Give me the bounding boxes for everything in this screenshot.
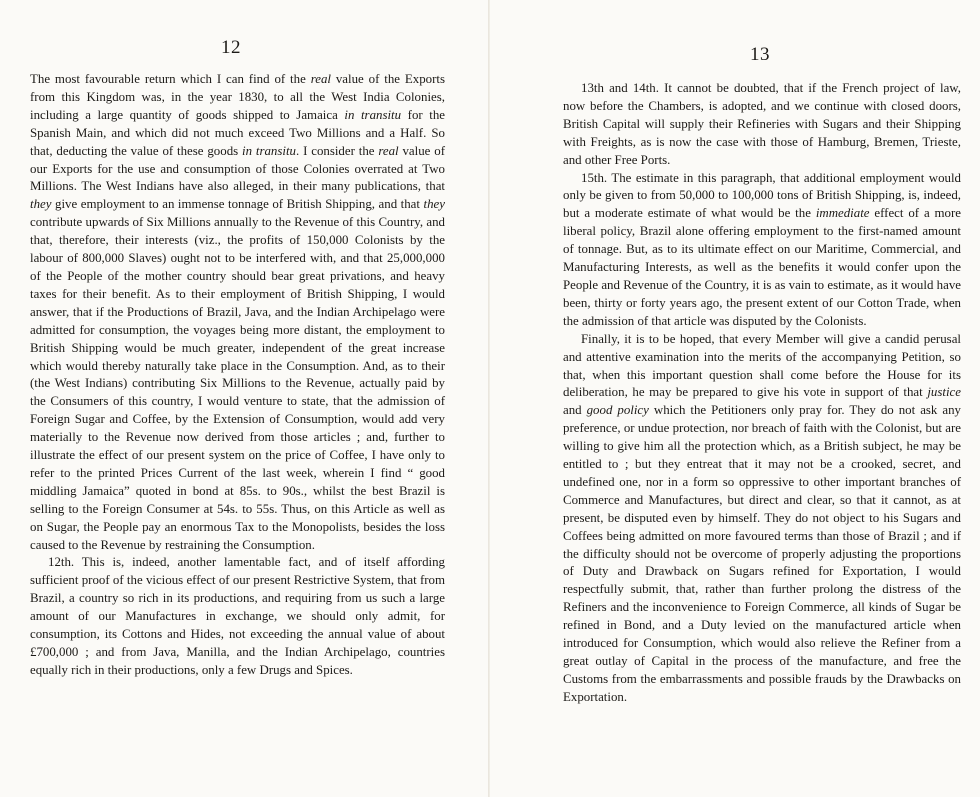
italic-text-run: immediate [815,206,870,221]
italic-text-run: they [30,197,52,212]
text-run: contribute upwards of Six Millions annually to the Revenue of this Country, and that, therefore, their interests (viz., the profits of 150,000 Colonists by the labour of 800,000 Slaves) ought not to be interfered with, and that 25,000,000 of the People of the mother country should bear great privations, and heavy taxes for their benefit. As to their employment of British Shipping, I would answer, that if the Productions of Brazil, Java, and the Indian Archipelago were admitted for consumption, the voyages being more distant, the employment to British Shipping would be much greater, independent of the great increase which would thereby naturally take place in the Consumption. And, as to their (the West Indians) contributing Six Millions to the Revenue, actually paid by the Consumers of this country, I would venture to state, that the admission of Foreign Sugar and Coffee, by the Extension of Consumption, would add very materially to the Revenue now derived from those articles ; and, further to illustrate the effect of our present system on the price of Coffee, I have only to refer to the printed Prices Current of the last week, wherein I find “ good middling Jamaica” quoted in bond at 85s. to 90s., whilst the best Brazil is selling to the Foreign Consumer at 54s. to 55s. Thus, on this Article as well as on Sugar, the People pay an enormous Tax to the Monopolists, besides the loss caused to the Revenue by restraining the Consumption. [30,215,445,552]
paragraph [30,71,445,554]
text-run: 12th. This is, indeed, another lamentable fact, and of itself affording sufficient proof of the vicious effect of our present Restrictive System, that from Brazil, a country so rich in its productions, and requiring from us such a large amount of our Manufactures in exchange, we should only admit, for consumption, its Cottons and Hides, not exceeding the annual value of about £700,000 ; and from Java, Manilla, and the Indian Archipelago, countries equally rich in their productions, only a few Drugs and Spices. [30,555,445,677]
italic-text-run: in transitu [242,143,297,158]
text-run: value of the Exports from this Kingdom was, in the year 1830, to all the West India Colonies, including a large quantity of goods shipped to Jamaica [30,72,445,122]
italic-text-run: justice [927,385,961,400]
italic-text-run: real [378,143,399,158]
italic-text-run: they [423,197,445,212]
text-run: for the Spanish Main, and which did not much exceed Two Millions and a Half. So that, deducting the value of these goods [30,107,445,158]
text-run: Finally, it is to be hoped, that every Member will give a candid perusal and attentive examination into the merits of the accompanying Petition, so that, when this important question shall come before the House for its deliberation, he may be prepared to give his vote in support of that [563,331,961,400]
right-page-body [563,80,961,707]
text-run: give employment to an immense tonnage of British Shipping, and that [51,197,424,212]
left-page [0,0,488,797]
paragraph [563,170,961,331]
text-run: . I consider the [296,143,379,158]
italic-text-run: real [310,72,331,86]
right-page-number: 13 [750,44,770,65]
text-run: and [563,403,587,418]
italic-text-run: in transitu [344,107,402,122]
paragraph [30,554,445,679]
text-run: effect of a more liberal policy, Brazil alone offering employment to the first-named amount of tonnage. But, as to its ultimate effect on our Maritime, Commercial, and Manufacturing Interests, as well as the benefits it would confer upon the People and Revenue of the Country, it is as vain to estimate, as it would have been, thirty or forty years ago, the present extent of our Cotton Trade, when the admission of that article was disputed by the Colonists. [563,206,962,328]
text-run: 13th and 14th. It cannot be doubted, that if the French project of law, now before the Chambers, is adopted, and we continue with closed doors, British Capital will supply their Refineries with Sugars and their Shipping with Freights, as is now the case with those of Hamburg, Bremen, Trieste, and other Free Ports. [563,81,961,167]
left-page-number: 12 [221,37,241,58]
paragraph [563,331,961,707]
italic-text-run: good policy [586,403,649,418]
paragraph [563,80,961,170]
text-run: value of our Exports for the use and consumption of those Colonies overrated at Two Millions. The West Indians have also alleged, in their many publications, that [30,143,445,194]
text-run: The most favourable return which I can find of the [30,72,311,86]
right-page [490,0,980,797]
left-page-body [30,71,445,680]
text-run: which the Petitioners only pray for. They do not ask any preference, or undue protection, nor breach of faith with the Colonist, but are willing to give him all the protection which, as a British subject, he may be entitled to ; but they entreat that it may not be a crooked, secret, and undefined one, nor in a form so oppressive to other important branches of Commerce and Manufactures, but direct and clear, so that it cannot, as at present, be disputed even by himself. They do not object to his Sugars and Coffees being admitted on more favoured terms than those of Brazil ; and if the difficulty should not be overcome of properly adjusting the proportions of Duty and Drawback on Sugars refined for Exportation, I would respectfully submit, that, rather than further prolong the distress of the Refiners and the inconvenience to Foreign Commerce, all kinds of Sugar be refined in Bond, and a Duty levied on the manufactured article when introduced for Consumption, which would also relieve the Refiner from a great outlay of Capital in the process of the manufacture, and free the Customs from the embarrassments and possible frauds by the Drawbacks on Exportation. [563,403,961,704]
text-run: 15th. The estimate in this paragraph, that additional employment would only be given to from 50,000 to 100,000 tons of British Shipping, is, indeed, but a moderate estimate of what would be the [563,170,961,221]
